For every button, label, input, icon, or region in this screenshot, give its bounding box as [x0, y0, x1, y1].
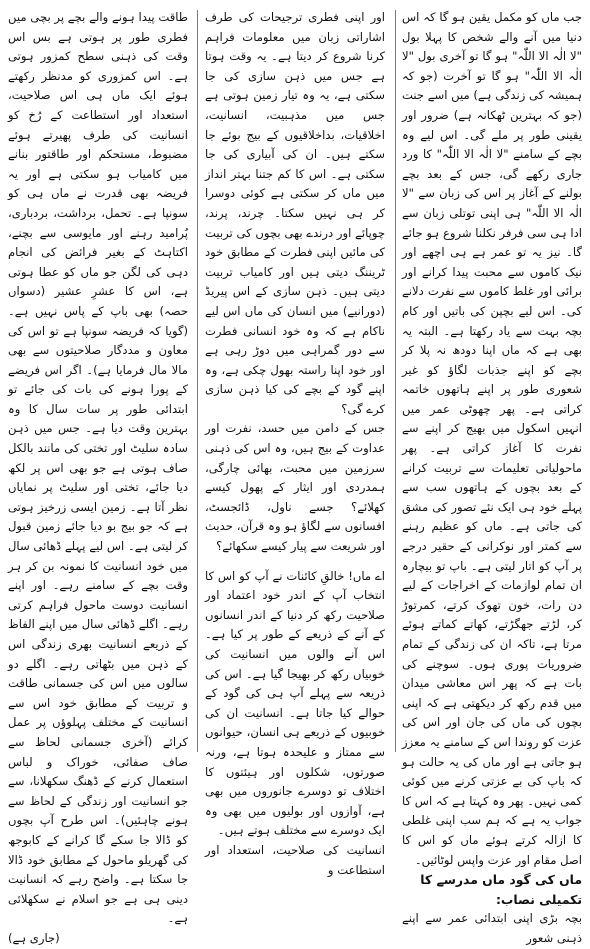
paragraph: انسانیت کی صلاحیت، استعداد اور استطاعت و — [205, 842, 385, 877]
paragraph: طاقت پیدا ہونے والے بچے پر بچی میں فطری طور پر ہوتی ہے بس اس وقت کی ذہنی سطح کمزور ہوتی ہے۔ اس کمزوری کو مدنظر رکھتے ہوئے ایک ماں ہی اس صلاحیت، استعداد اور استطاعت کے رُخ کو انسانیت کی طرف پھیرتے ہوئے مضبوط، مستحکم اور طاقتور بنانے میں کامیاب ہو سکتی ہے اور یہ فریضہ بھی قدرت نے ماں ہی کو سونپا ہے۔ تحمل، برداشت، بردباری، پُرامید رہنے اور مایوسی سے بچنے، اکتاہٹ کے بغیر فرائض کی انجام دہی کی لگن جو ماں کو عطا ہوتی ہے، اس کا عشرِ عشیر (دسواں حصہ) بھی باپ کے پاس نہیں ہے۔ (گویا کہ فریضہ سونپا ہے تو اس کی معاون و مددگار صلاحیتوں سے بھی مالا مال فرمایا ہے)۔ اگر اس فریضے کے پورا ہونے کی بات کی جائے تو ابتدائی طور پر سات سال کا وہ بہترین وقت دیا ہے۔ جس میں ذہن سادہ سلیٹ اور تختی کی مانند بالکل صاف ہوتی ہے جو بھی اس پر لکھ دیا جائے، تختی اور سلیٹ پر نمایاں نظر آتا ہے۔ زمین ایسی زرخیز ہوتی ہے کہ جو بیج بو دیا جائے زمین قبول کر لیتی ہے۔ اس لیے پہلے ڈھائی سال میں خود انسانیت کا نمونہ بن کر ہر وقت بچے کے سامنے رہے۔ اور اپنے انسانیت دوست ماحول فراہم کرتی رہے۔ اگلے ڈھائی سال میں اپنے الفاظ کے ذریعے انسانیت بھری زندگی اس کے ذہن میں بٹھاتی رہے۔ اگلے دو سالوں میں اس کی جسمانی طاقت و تربیت کے مطابق خود اس سے انسانیت کے مختلف پہلوؤں پر عمل کرائے (آخری جسمانی لحاظ سے صاف صفائی، خوراک و لباس استعمال کرنے کے ڈھنگ سکھلانا، سے جو انسانیت اور زندگی کے لحاظ سے ہونے چاہئیں)۔ اس طرح آپ بچوں کو ڈالا جا سکے گا کرانے کے کابوجھ کی گھریلو ماحول کے مطابق خود ڈالا جا سکتا ہے۔ واضح رہے کہ انسانیت دینی ہی ہے جو اسلام نے سکھلائی ہے۔ — [8, 10, 188, 926]
continued-note: (جاری ہے) — [8, 930, 60, 945]
paragraph: جب ماں کو مکمل یقین ہو گا کہ اس دنیا میں آنے والے شخص کا پہلا بول "لا الٰہ الا اللّٰہ" ہو گا تو آخری بول "لا الٰہ الا اللّٰہ" ہو گا تو آخرت (جو کہ ہمیشہ کی زندگی ہے) میں اسے جنت (جو کہ بہترین ٹھکانہ ہے) ضرور اور یقینی طور پر ملے گی۔ اس لیے وہ بچے کے سامنے "لا الٰہ الا اللّٰہ" کا ورد جاری رکھے گی، جس کے بعد بچے بولنے کے آغاز پر اس کی زبان سے "لا الٰہ الا اللّٰہ" ہی اپنی توتلی زبان سے ادا ہی سی فرفر نکلنا شروع ہو جائے گا۔ نیز یہ تو عمر ہے ہی اچھے اور نیک کاموں سے محبت پیدا کرانے اور برائی اور غلط کاموں سے نفرت دلانے کی۔ اس لیے بچپن کی باتیں اور کام بچہ بہت سے یاد رکھتا ہے۔ البتہ یہ بھی ہے کہ ماں اپنا دودھ نہ پلا کر بچے کو اپنے جذبات لگاؤ کو غیر شعوری طور پر اپنے ہاتھوں خاتمہ کراتی ہے۔ پھر چھوٹی عمر میں انہیں اسکول میں بھیج کر اپنے سے نفرت کا آغاز کراتی ہے۔ پھر ماحولیاتی تعلیمات سے تربیت کرانے کے بعد بچوں کے ہاتھوں سب سے پہلے خود ہی ایک نئے تصور کی مشق کی جاتی ہے۔ ماں کو عظیم رہنے سے کمتر اور نوکرانی کے حقیر درجے پر آپ کو اتار لیتی ہے۔ باپ تو بیچارہ ان تمام لوازمات کے اخراجات کے لیے دن رات، خون تھوک کرتے، کمرتوڑ کر، لڑتے جھگڑتے، کھاتے کماتے ہوئے مرتا ہے، تاکہ ان کی زندگی کے تمام ضروریات پوری ہوں۔ سوچنے کی بات ہے کہ پھر اس معاشی میدان میں قدم رکھ کر دیکھتی ہے کہ اپنی بچوں کی ماں کی جان اور اس کی عزت کو روندا اس کے سامنے یہ معزز ہو جاتی ہے اور ماں کی یہ حالت ہو کہ باپ کی بے عزتی کرنے میں کوئی کمی نہیں۔ پھر وہ کہتا ہے کہ اس کا جواب یہ ہے کہ ہم سب اپنی غلطی کا ازالہ کرتے ہوئے ماں کو اس کا اصل مقام اور عزت واپس لوٹائیں۔ — [402, 10, 582, 867]
paragraph: اے ماں! خالقِ کائنات نے آپ کو اس کا انتخاب آپ کے اندر خود اعتماد اور صلاحیت رکھ کر دنیا کے اندر انسانوں کے آنے کے ذریعے کے طور پر کیا ہے۔ اس آنے والوں میں انسانیت کی خوبیاں رکھ کر بھیجا گیا ہے۔ اس کی ذریعہ سے پہلے آپ ہی کی گود کے حوالے کیا جاتا ہے۔ انسانیت ان کی خوبیوں کے ذریعے ہی انسان، حیوانوں سے ممتاز و علیحدہ ہوتا ہے، ورنہ صورتوں، شکلوں اور ہیئتوں کا اختلاف تو دوسرے جانوروں میں بھی ہے، آوازوں اور بولیوں میں بھی وہ ایک دوسرے سے مختلف ہوتے ہیں۔ — [205, 568, 385, 838]
text-column-left — [8, 8, 188, 945]
column-divider — [197, 10, 198, 752]
paragraph: اور اپنی فطری ترجیحات کی طرف اشاراتی زبان میں معلومات فراہم کرنا شروع کر دیتا ہے۔ یہ وقت ہوتا ہے جس میں ذہن سازی کی جا سکتی ہے، یہ وہ تیار زمین ہوتی ہے جس میں مذہبیت، انسانیت، اخلاقیات، بداخلاقیوں کے بیج بوئے جا سکتے ہیں۔ ان کی آبیاری کی جا سکتی ہے۔ اس کا کم جتنا بہتر انداز میں ماں کر سکتی ہے کوئی دوسرا کر ہی نہیں سکتا۔ چرند، پرند، چوپائے اور درندے بھی بچوں کی تربیت کی مائیں اپنی فطرت کے مطابق خود ٹریننگ دیتی ہیں اور کامیاب تربیت دیتی ہیں۔ ذہن سازی کے اس پیریڈ (دورانیے) میں انسان کی ماں اس لیے ناکام ہے کہ وہ خود انسانی فطرت سے دور گمراہی میں دوڑ رہی ہے اور خود اپنا راستہ بھول چکی ہے، وہ اپنے گود کے بچے کی کیا ذہن سازی کرے گی؟ — [205, 10, 385, 416]
text-column-middle — [205, 8, 385, 877]
column-divider — [395, 10, 396, 752]
paragraph-gap — [205, 557, 385, 567]
section-heading: ماں کی گود ماں مدرسے کا تکمیلی نصاب: — [420, 872, 582, 907]
paragraph: جس کے دامن میں حسد، نفرت اور عداوت کے بیج ہیں، وہ اس کی ذہنی سرزمین میں محبت، بھائی چارگی، ہمدردی اور ایثار کے پھول کیسے کھلائے؟ جسے ناول، ڈائجسٹ، افسانوں سے لگاؤ ہو وہ قرآن، حدیث اور شریعت سے پیار کیسے سکھائے؟ — [205, 421, 385, 554]
paragraph: بچہ بڑی اپنی ابتدائی عمر سے اپنے ذہنی شعور — [402, 911, 582, 945]
text-column-right — [402, 8, 582, 945]
